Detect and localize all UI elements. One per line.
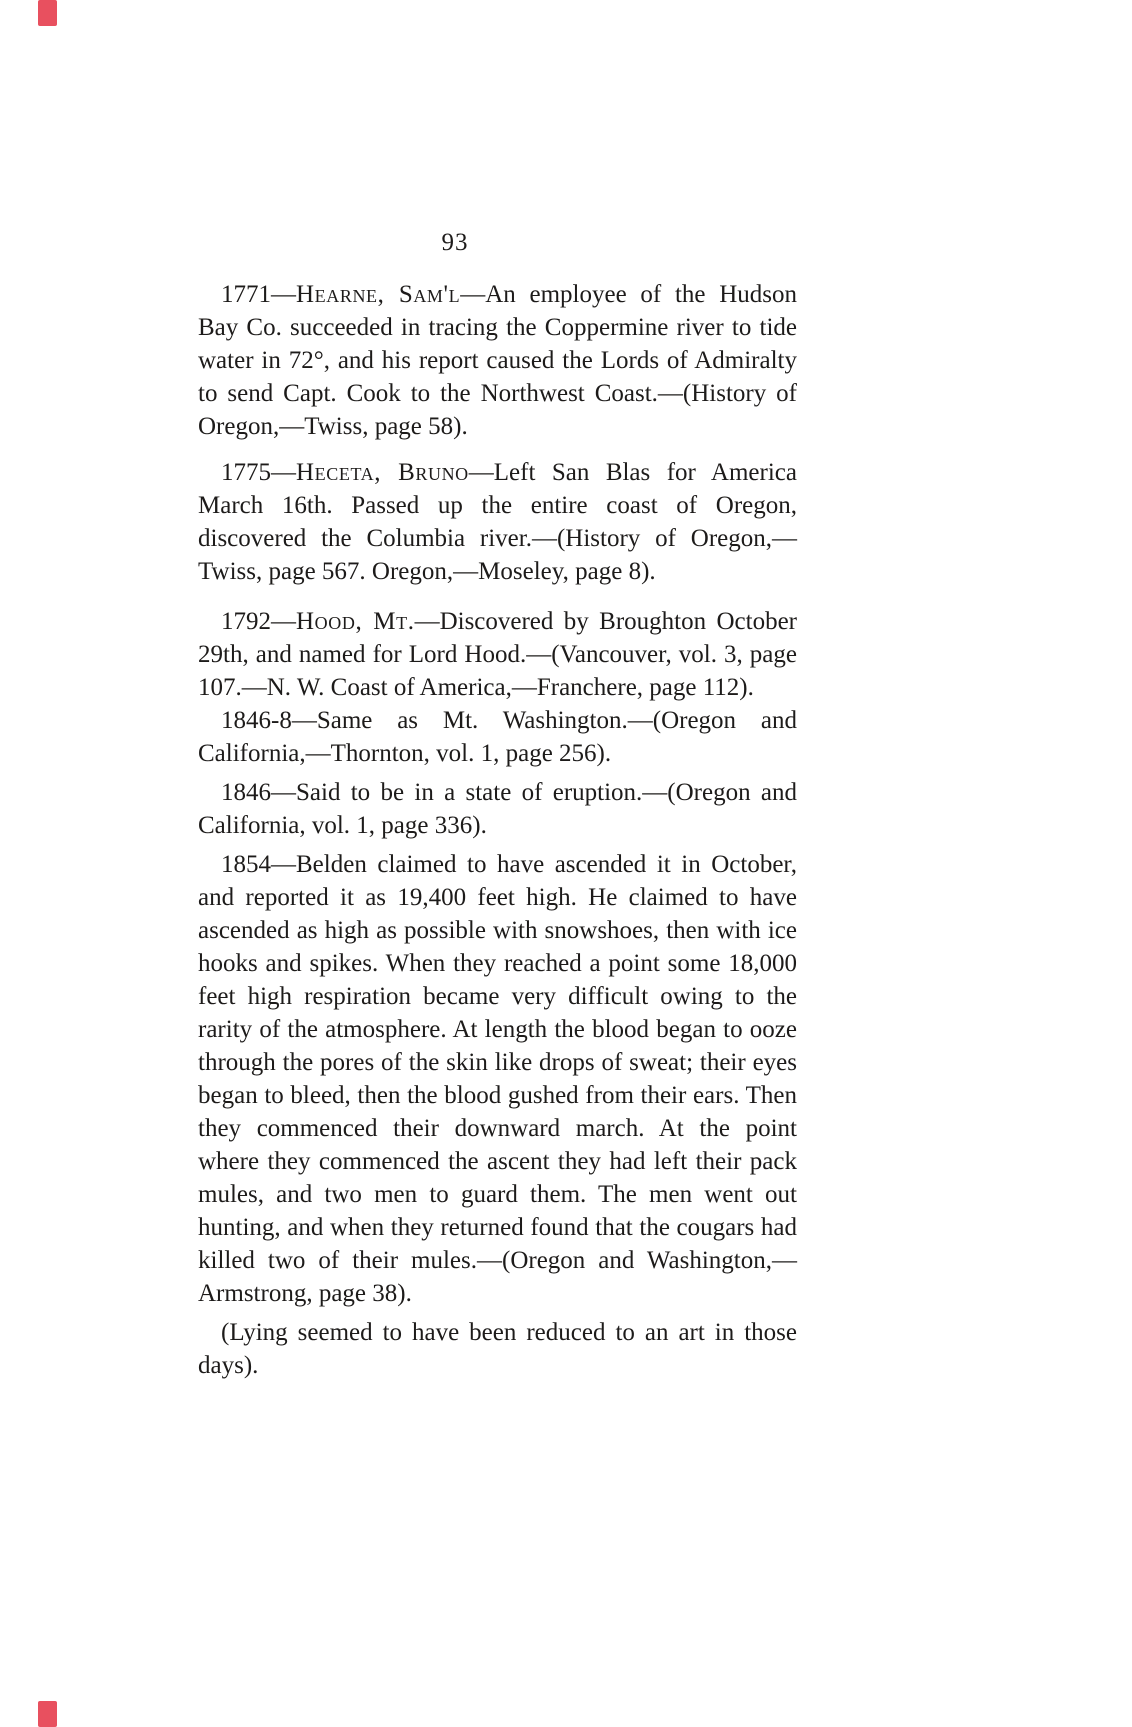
entry-name-smallcaps: Hearne, Sam'l [296,281,461,308]
entry-1846-8-washington [198,704,797,770]
entry-1771-hearne [198,278,797,443]
entry-body: 1854—Belden claimed to have ascended it in October, and reported it as 19,400 feet high. He claimed to have ascended as high as possible with snowshoes, then with ice hooks and spikes. When they reached a point some 18,000 feet high respiration became very difficult owing to the rarity of the atmosphere. At length the blood began to ooze through the pores of the skin like drops of sweat; their eyes began to bleed, then the blood gushed from their ears. Then they commenced their downward march. At the point where they commenced the ascent they had left their pack mules, and two men to guard them. The men went out hunting, and when they returned found that the cougars had killed two of their mules.—(Oregon and Washington,—Armstrong, page 38). [198,851,797,1307]
entry-year: 1792— [221,608,296,635]
red-scan-mark-top [38,0,57,26]
entry-name-smallcaps: Hood, Mt. [296,608,415,635]
entry-body: 1846-8—Same as Mt. Washington.—(Oregon and California,—Thornton, vol. 1, page 256). [198,707,797,767]
entry-year: 1771— [221,281,296,308]
text-block [198,278,797,1382]
entry-1846-eruption [198,776,797,842]
entry-year: 1775— [221,459,296,486]
entry-body: (Lying seemed to have been reduced to an art in those days). [198,1319,797,1379]
entry-body: 1846—Said to be in a state of eruption.—(Oregon and California, vol. 1, page 336). [198,779,797,839]
entry-1854-belden [198,848,797,1310]
entry-body: —Left San Blas for America March 16th. Passed up the entire coast of Oregon, discovered the Columbia river.—(History of Oregon,—Twiss, page 567. Oregon,—Moseley, page 8). [198,459,797,585]
entry-body: —An employee of the Hudson Bay Co. succeeded in tracing the Coppermine river to tide water in 72°, and his report caused the Lords of Admiralty to send Capt. Cook to the Northwest Coast.—(History of Oregon,—Twiss, page 58). [198,281,797,440]
entry-body: —Discovered by Broughton October 29th, and named for Lord Hood.—(Vancouver, vol. 3, page 107.—N. W. Coast of America,—Franchere, page 112). [198,608,797,701]
entry-name-smallcaps: Heceta, Bruno [296,459,469,486]
page-number: 93 [441,229,469,256]
closing-remark [198,1316,797,1382]
entry-1775-heceta [198,456,797,588]
entry-1792-hood [198,605,797,704]
red-scan-mark-bottom [38,1701,57,1727]
